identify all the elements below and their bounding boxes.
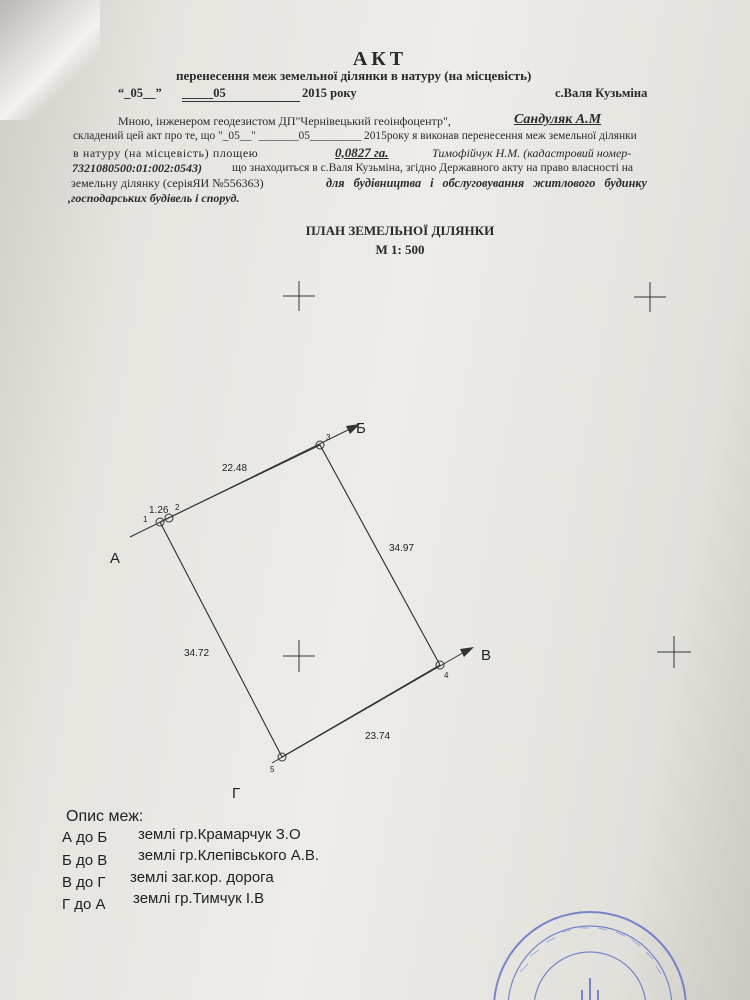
point-4-label: 4 (444, 671, 449, 680)
legend-row-4-desc: землі гр.Тимчук І.В (133, 890, 265, 907)
paragraph-line-1a: Мною, інженером геодезистом ДП"Чернівецький геоінфоцентр", (118, 114, 451, 128)
plan-title: ПЛАН ЗЕМЕЛЬНОЇ ДІЛЯНКИ (305, 223, 495, 238)
distance-3-4: 34.97 (389, 543, 415, 554)
place-name: с.Валя Кузьміна (555, 86, 648, 100)
registration-cross (634, 282, 666, 312)
date-month: _____05 (182, 86, 300, 102)
registration-cross (657, 636, 691, 668)
corner-letter-a: А (110, 550, 121, 567)
registration-cross (283, 640, 315, 672)
corner-letter-g: Г (232, 785, 241, 802)
area-value: 0,0827 га. (335, 145, 389, 160)
paragraph-line-4b: що знаходиться в с.Валя Кузьміна, згідно Державного акту на право власності на (232, 161, 634, 174)
official-seal-stamp (490, 908, 690, 1000)
legend-row-3-desc: землі заг.кор. дорога (130, 869, 274, 886)
point-3-label: 3 (326, 433, 331, 442)
arrowhead-v (460, 647, 474, 657)
point-5-label: 5 (270, 765, 275, 774)
engineer-name: Сандуляк А.М (514, 112, 602, 127)
date-day: “_05__” (118, 86, 162, 100)
legend-row-2-route: Б до В (62, 852, 108, 869)
plan-scale: М 1: 500 (375, 242, 425, 257)
document-title: АКТ (352, 48, 408, 70)
registration-cross (283, 281, 315, 311)
plot-boundary (160, 445, 440, 757)
distance-1-2: 1.26 (149, 505, 169, 516)
legend-row-3-route: В до Г (62, 874, 106, 891)
date-year: 2015 року (302, 86, 357, 100)
corner-letter-b: Б (356, 420, 366, 437)
paragraph-line-5b: для будівництва і обслуговування житлового будинку (326, 176, 647, 190)
paragraph-line-3c: Тимофійчук Н.М. (кадастровий номер- (432, 146, 632, 160)
legend-row-1-desc: землі гр.Крамарчук З.О (138, 826, 301, 843)
legend-title: Опис меж: (66, 808, 144, 825)
document-subtitle: перенесення меж земельної ділянки в натуру (на місцевість) (176, 68, 532, 83)
paragraph-line-2: складений цей акт про те, що "_05__" _______05_________ 2015року я виконав перенесення меж земельної ділянки (73, 130, 637, 142)
legend-row-4-route: Г до А (62, 896, 106, 913)
cadastral-number: 7321080500:01:002:0543) (72, 161, 202, 175)
paragraph-line-5a: земельну ділянку (серіяЯИ №556363) (71, 176, 264, 190)
legend-row-1-route: А до Б (62, 829, 108, 846)
distance-5-1: 34.72 (184, 648, 210, 659)
point-2-label: 2 (175, 503, 180, 512)
distance-4-5: 23.74 (365, 731, 391, 742)
legend-row-2-desc: землі гр.Клепівського А.В. (138, 847, 320, 864)
point-1-label: 1 (143, 515, 148, 524)
distance-2-3: 22.48 (222, 463, 248, 474)
corner-letter-v: В (481, 647, 492, 664)
paragraph-line-3a: в натуру (на місцевість) площею (73, 146, 259, 160)
paragraph-line-6: ,господарських будівель і споруд. (68, 191, 240, 205)
